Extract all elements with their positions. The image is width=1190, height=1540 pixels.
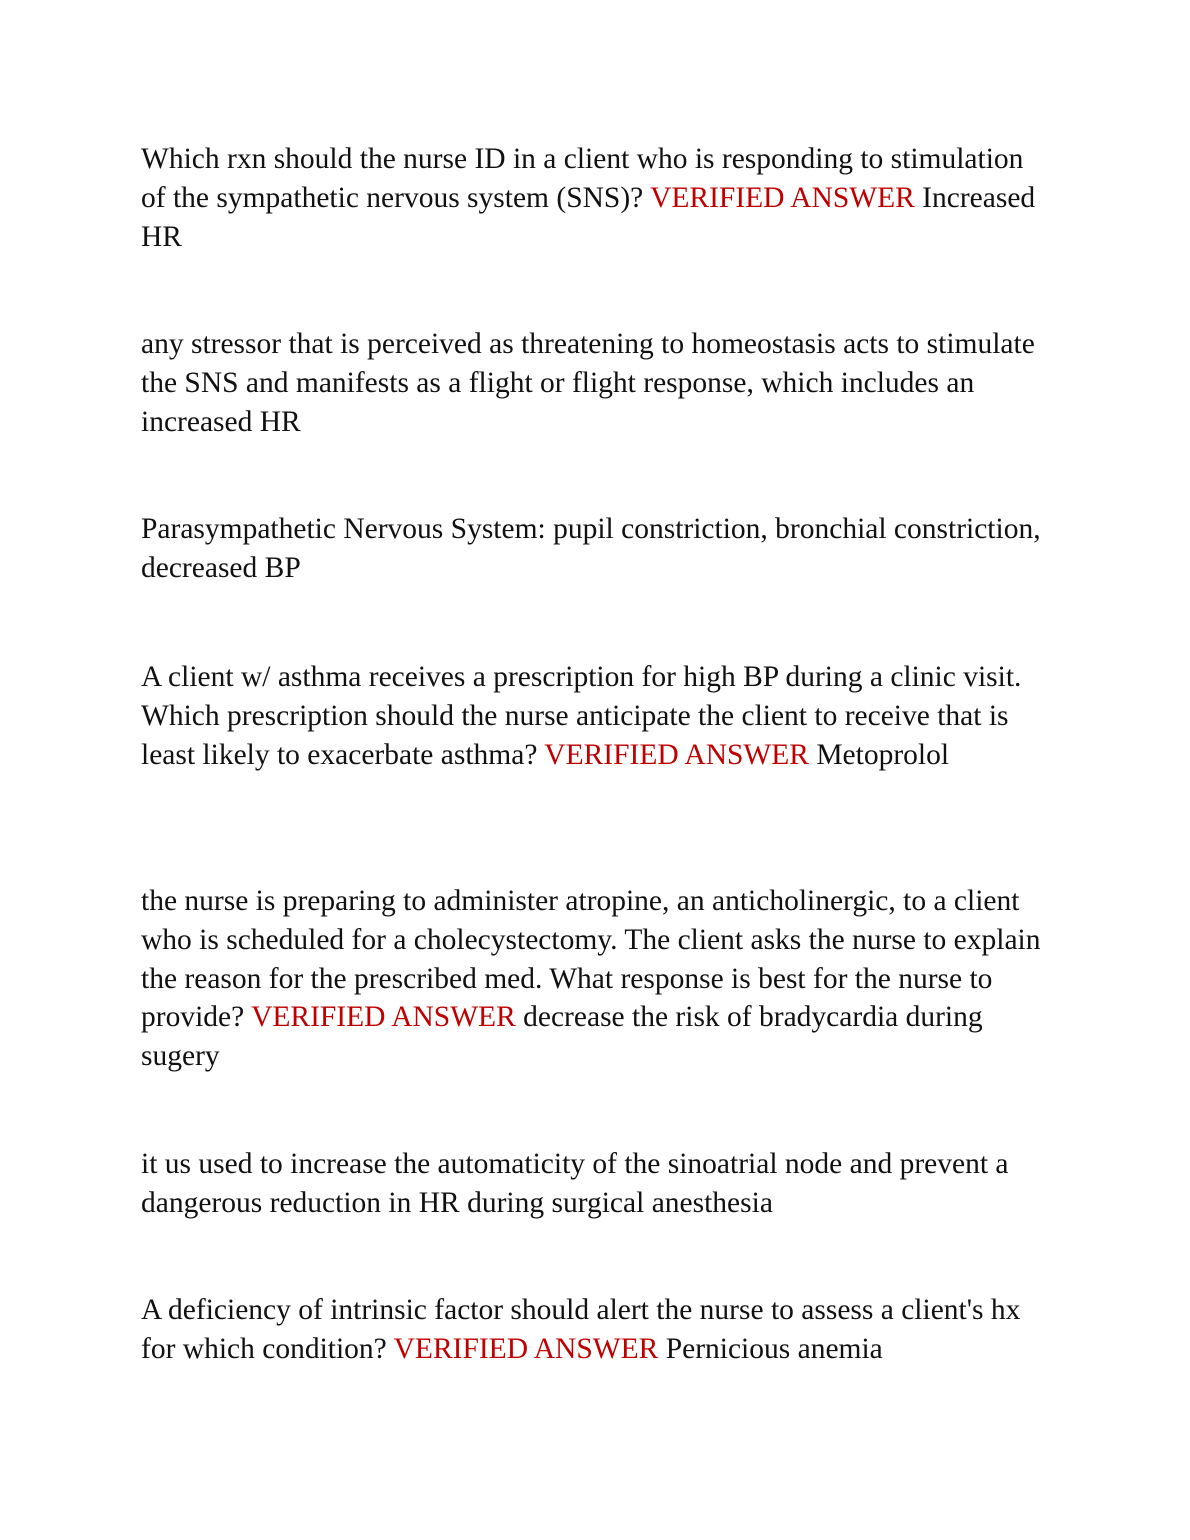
- qa-item: [141, 882, 1051, 1076]
- qa-item: [141, 140, 1051, 256]
- question-text: Which rxn should the nurse ID in a client who is responding to stimulation of the sympathetic nervous system (SNS)?: [141, 143, 1024, 214]
- answer-text: Increased HR: [141, 181, 1036, 253]
- verified-answer-label: VERIFIED ANSWER: [544, 738, 809, 771]
- answer-text: decrease the risk of bradycardia during sugery: [141, 1001, 983, 1073]
- qa-item: [141, 1291, 1051, 1369]
- question-text: A deficiency of intrinsic factor should alert the nurse to assess a client's hx for which condition?: [141, 1294, 1021, 1365]
- question-text: A client w/ asthma receives a prescription for high BP during a clinic visit. Which prescription should the nurse anticipate the client to receive that is least likely to exacerbate asthma?: [141, 661, 1022, 771]
- qa-item: [141, 658, 1051, 774]
- rationale-paragraph: it us used to increase the automaticity of the sinoatrial node and prevent a dangerous reduction in HR during surgical anesthesia: [141, 1148, 1009, 1219]
- question-text: the nurse is preparing to administer atropine, an anticholinergic, to a client who is scheduled for a cholecystectomy. The client asks the nurse to explain the reason for the prescribed med. What response is best for the nurse to provide?: [141, 885, 1041, 1034]
- verified-answer-label: VERIFIED ANSWER: [251, 1001, 516, 1034]
- verified-answer-label: VERIFIED ANSWER: [650, 181, 915, 214]
- rationale-paragraph: Parasympathetic Nervous System: pupil constriction, bronchial constriction, decreased BP: [141, 513, 1041, 584]
- rationale-paragraph: any stressor that is perceived as threatening to homeostasis acts to stimulate the SNS and manifests as a flight or flight response, which includes an increased HR: [141, 328, 1035, 438]
- answer-text: Metoprolol: [816, 738, 950, 771]
- answer-text: Pernicious anemia: [665, 1332, 883, 1365]
- verified-answer-label: VERIFIED ANSWER: [393, 1332, 659, 1365]
